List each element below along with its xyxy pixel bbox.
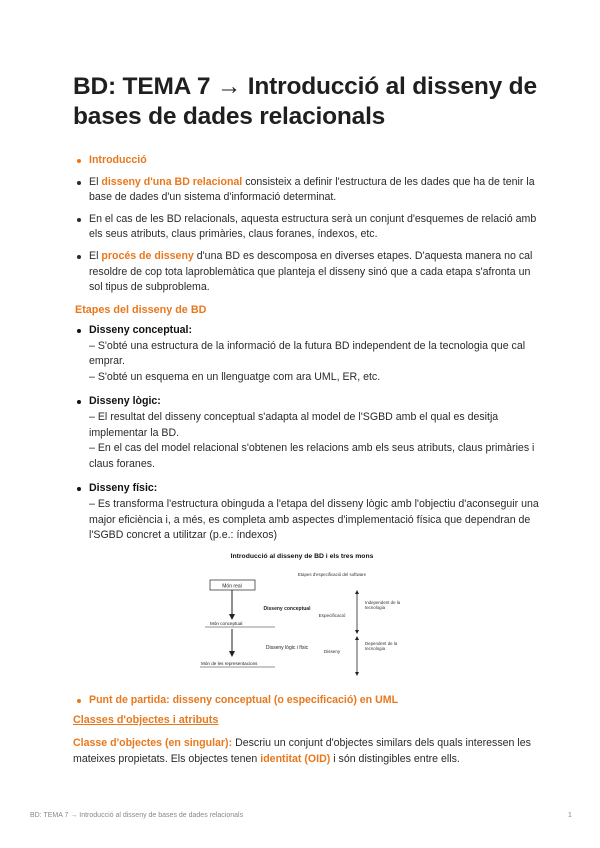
text: Descriu un conjunt d'objectes similars dels quals interessen les mateixes propietats. Els objectes tenen bbox=[73, 737, 531, 765]
classe-paragraph bbox=[73, 736, 553, 767]
arrow-head bbox=[229, 651, 235, 657]
punt-list bbox=[75, 693, 545, 709]
intro-heading: Introducció bbox=[89, 154, 147, 166]
list-item bbox=[75, 481, 545, 543]
mon-representacions-label: Món de les representacions bbox=[201, 661, 258, 666]
intro-heading-item bbox=[75, 153, 545, 169]
especificacio-label: Especificació bbox=[318, 613, 346, 618]
text: El bbox=[89, 249, 102, 262]
dependent-label: Dependent de la tecnologia bbox=[365, 641, 398, 652]
three-worlds-diagram bbox=[195, 548, 410, 678]
classe-label: Classe d'objectes (en singular): bbox=[73, 737, 233, 749]
highlight-term: procés de disseny bbox=[101, 249, 194, 262]
arrow-head bbox=[355, 672, 359, 676]
etapa-line: – S'obté un esquema en un llenguatge com ara UML, ER, etc. bbox=[89, 370, 381, 383]
arrow-head bbox=[355, 630, 359, 634]
etapa-line: – S'obté una estructura de la informació de la futura BD independent de la tecnologia que cal emprar. bbox=[89, 339, 526, 368]
arrow-head bbox=[355, 636, 359, 640]
etapa-title: Disseny lògic: bbox=[89, 395, 161, 408]
list-item: En el cas de les BD relacionals, aquesta estructura serà un conjunt d'esquemes de relació amb els seus atributs, claus primàries, claus foranes, índexos, etc. bbox=[75, 212, 545, 243]
mon-conceptual-label: Món conceptual bbox=[210, 621, 243, 626]
list-item bbox=[75, 175, 545, 206]
mon-real-label: Món real bbox=[222, 583, 242, 590]
etapa-line: – El resultat del disseny conceptual s'adapta al model de l'SGBD amb el qual es desitja implementar la BD. bbox=[89, 410, 499, 439]
etapes-heading: Etapes del disseny de BD bbox=[75, 304, 207, 316]
arrow-head bbox=[355, 590, 359, 594]
text: consisteix a definir l'estructura de les dades que ha de tenir la base de dades d'un sistema d'informació determinat. bbox=[89, 175, 535, 204]
classes-heading: Classes d'objectes i atributs bbox=[73, 714, 219, 726]
highlight-term: disseny d'una BD relacional bbox=[101, 175, 243, 188]
list-item bbox=[75, 394, 545, 472]
page-number: 1 bbox=[568, 812, 572, 819]
disseny-label: Disseny bbox=[323, 649, 341, 654]
punt-de-partida: Punt de partida: disseny conceptual (o especificació) en UML bbox=[89, 694, 399, 706]
etapa-title: Disseny conceptual: bbox=[89, 324, 193, 336]
disseny-conceptual-label: Disseny conceptual bbox=[263, 606, 311, 612]
page-footer: BD: TEMA 7 → Introducció al disseny de bases de dades relacionals bbox=[30, 812, 244, 819]
list-item bbox=[75, 693, 545, 709]
etapa-title: Disseny físic: bbox=[89, 482, 158, 495]
text: El bbox=[89, 175, 102, 188]
independent-label: Independent de la tecnologia bbox=[365, 600, 401, 611]
etapa-line: – Es transforma l'estructura obinguda a l'etapa del disseny lògic amb l'objectiu d'aconseguir una major eficiència i, a més, es completa amb aspectes d'implementació física que dependran de l'SGBD concret a utilitzar (p.e.: índexos) bbox=[89, 497, 539, 542]
etapa-line: – En el cas del model relacional s'obtenen les relacions amb els seus atributs, claus primàries i claus foranes. bbox=[89, 442, 535, 470]
text: i són distingibles entre ells. bbox=[330, 752, 460, 765]
list-item bbox=[75, 323, 545, 385]
arrow-head bbox=[229, 614, 235, 620]
list-item bbox=[75, 249, 545, 296]
disseny-logic-label: Disseny lògic i físic bbox=[265, 645, 309, 651]
intro-list bbox=[75, 153, 545, 302]
etapes-label: Etapes d'especificació del software bbox=[297, 572, 367, 577]
page-title: BD: TEMA 7 → Introducció al disseny de bases de dades relacionals bbox=[73, 73, 537, 130]
etapes-list bbox=[75, 323, 545, 553]
highlight-term: identitat (OID) bbox=[260, 752, 331, 765]
diagram-title: Introducció al disseny de BD i els tres mons bbox=[230, 553, 374, 560]
text: d'una BD es descomposa en diverses etapes. D'aquesta manera no cal resoldre de cop tota laproblemàtica que planteja el disseny sinó que a cada etapa s'afronta un sol tipus de subproblema. bbox=[89, 249, 533, 294]
